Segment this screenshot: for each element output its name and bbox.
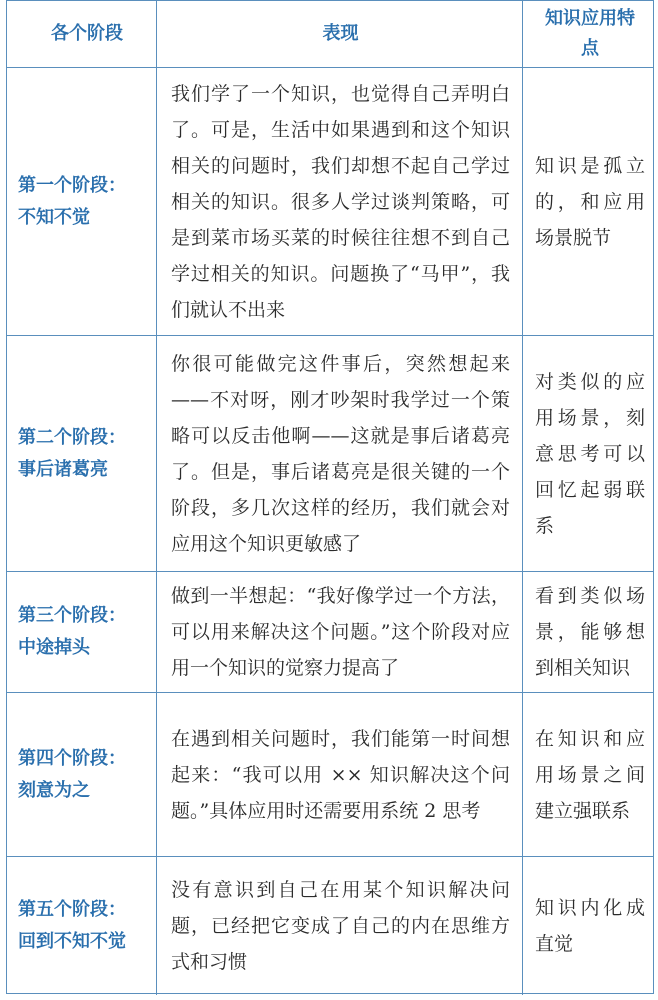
header-feature-label: 知识应用特点 — [545, 8, 635, 59]
behavior-cell — [157, 68, 523, 335]
behavior-text: 你很可能做完这件事后，突然想起来——不对呀，刚才吵架时我学过一个策略可以反击他啊——这就是事后诸葛亮了。但是，事后诸葛亮是很关键的一个阶段，多几次这样的经历，我们就会对应用这个知识更敏感了 — [171, 352, 510, 555]
behavior-text: 做到一半想起：“我好像学过一个方法，可以用来解决这个问题。”这个阶段对应用一个知识的觉察力提高了 — [171, 585, 510, 679]
stage-name: 第三个阶段： 中途掉头 — [18, 605, 126, 658]
header-stage-label: 各个阶段 — [51, 23, 123, 44]
feature-text: 对类似的应用场景，刻意思考可以回忆起弱联系 — [535, 370, 645, 537]
knowledge-stages-table — [6, 0, 654, 994]
behavior-cell — [157, 857, 523, 995]
behavior-text: 没有意识到自己在用某个知识解决问题，已经把它变成了自己的内在思维方式和习惯 — [171, 879, 510, 973]
feature-cell — [523, 572, 655, 692]
stage-name: 第二个阶段： 事后诸葛亮 — [18, 426, 126, 480]
stage-name: 第一个阶段： 不知不觉 — [18, 174, 126, 228]
header-cell-behavior — [157, 1, 523, 67]
behavior-cell — [157, 693, 523, 856]
feature-text: 知识是孤立的，和应用场景脱节 — [535, 154, 645, 249]
table-row — [7, 572, 653, 693]
stage-name: 第四个阶段： 刻意为之 — [18, 747, 126, 801]
table-row — [7, 336, 653, 572]
feature-cell — [523, 68, 655, 335]
stage-cell — [7, 857, 157, 995]
feature-cell — [523, 336, 655, 571]
feature-cell — [523, 857, 655, 995]
behavior-cell — [157, 336, 523, 571]
table-row — [7, 68, 653, 336]
header-cell-stage — [7, 1, 157, 67]
feature-text: 知识内化成直觉 — [535, 897, 645, 955]
header-cell-feature — [523, 1, 655, 67]
table-row — [7, 693, 653, 857]
stage-cell — [7, 68, 157, 335]
header-behavior-label: 表现 — [322, 23, 359, 44]
feature-text: 看到类似场景，能够想到相关知识 — [535, 585, 645, 679]
table-row — [7, 857, 653, 995]
feature-cell — [523, 693, 655, 856]
stage-name: 第五个阶段： 回到不知不觉 — [18, 899, 126, 952]
stage-cell — [7, 572, 157, 692]
table-header-row — [7, 1, 653, 68]
behavior-text: 我们学了一个知识，也觉得自己弄明白了。可是，生活中如果遇到和这个知识相关的问题时，我们却想不起自己学过相关的知识。很多人学过谈判策略，可是到菜市场买菜的时候往往想不到自己学过相关的知识。问题换了“马甲”，我们就认不出来 — [171, 82, 510, 321]
stage-cell — [7, 693, 157, 856]
behavior-text: 在遇到相关问题时，我们能第一时间想起来：“我可以用 ×× 知识解决这个问题。”具体应用时还需要用系统 2 思考 — [171, 727, 510, 822]
stage-cell — [7, 336, 157, 571]
behavior-cell — [157, 572, 523, 692]
feature-text: 在知识和应用场景之间建立强联系 — [535, 727, 645, 822]
